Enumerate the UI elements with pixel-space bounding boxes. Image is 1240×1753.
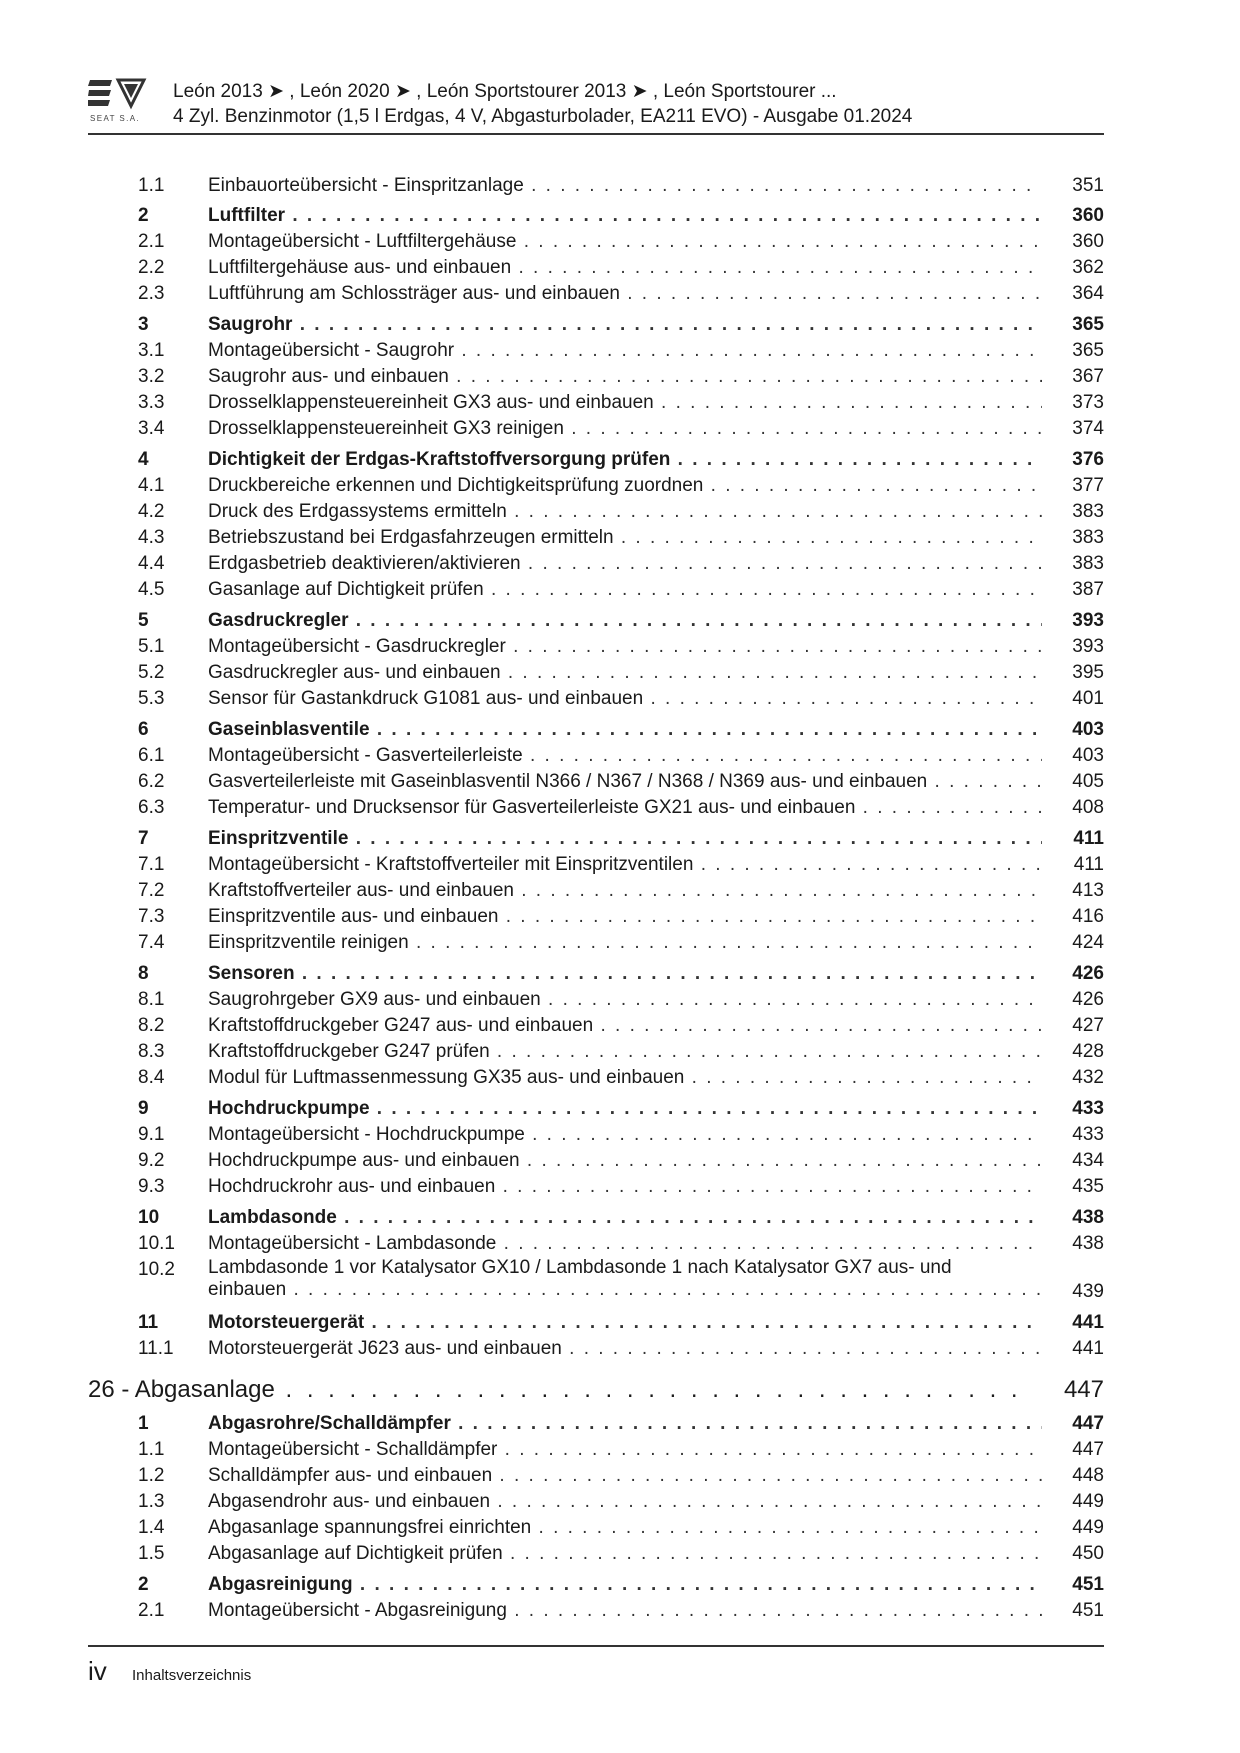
toc-entry-title: Einspritzventile reinigen . . . bbox=[208, 930, 1042, 956]
toc-entry-page: 374 bbox=[1072, 418, 1104, 439]
toc-entry-number: 10.1 bbox=[138, 1233, 175, 1254]
toc-entry-title: Motorsteuergerät . . . bbox=[208, 1310, 1042, 1336]
toc-entry-page: 428 bbox=[1072, 1041, 1104, 1062]
toc-entry[interactable] bbox=[138, 961, 1104, 987]
toc-entry-number: 3.3 bbox=[138, 392, 165, 413]
toc-entry-number: 1.3 bbox=[138, 1491, 165, 1512]
toc-entry-number: 8.4 bbox=[138, 1067, 165, 1088]
toc-entry[interactable] bbox=[138, 1205, 1104, 1231]
toc-entry-title: Gasdruckregler aus- und einbauen . . . bbox=[208, 660, 1042, 686]
toc-entry[interactable] bbox=[138, 686, 1104, 712]
toc-entry-page: 426 bbox=[1072, 989, 1104, 1010]
toc-entry-title: Montageübersicht - Luftfiltergehäuse . . . bbox=[208, 229, 1042, 255]
toc-entry-number: 6.2 bbox=[138, 771, 165, 792]
toc-entry[interactable] bbox=[138, 743, 1104, 769]
toc-entry[interactable] bbox=[138, 338, 1104, 364]
toc-entry-title: Drosselklappensteuereinheit GX3 reinigen . . . bbox=[208, 416, 1042, 442]
toc-entry-number: 4.4 bbox=[138, 553, 165, 574]
toc-entry[interactable] bbox=[138, 525, 1104, 551]
toc-entry-page: 450 bbox=[1072, 1543, 1104, 1564]
logo-text: SEAT S.A. bbox=[90, 114, 141, 123]
toc-entry-number: 4.3 bbox=[138, 527, 165, 548]
toc-entry[interactable] bbox=[138, 826, 1104, 852]
toc-entry-title: Kraftstoffverteiler aus- und einbauen . . . bbox=[208, 878, 1042, 904]
toc-entry-title-line2: einbauen . . . bbox=[208, 1279, 1042, 1301]
toc-entry[interactable] bbox=[138, 608, 1104, 634]
footer-page-number: iv bbox=[88, 1656, 107, 1686]
toc-entry-page: 411 bbox=[1073, 828, 1104, 849]
toc-entry-page: 383 bbox=[1072, 553, 1104, 574]
toc-entry-title: Modul für Luftmassenmessung GX35 aus- und einbauen . . . bbox=[208, 1065, 1042, 1091]
footer-rule bbox=[88, 1645, 1104, 1647]
toc-entry-page: 408 bbox=[1072, 797, 1104, 818]
toc-entry-page: 438 bbox=[1072, 1207, 1104, 1228]
toc-entry-number: 6.3 bbox=[138, 797, 165, 818]
toc-entry-title: Sensor für Gastankdruck G1081 aus- und einbauen . . . bbox=[208, 686, 1042, 712]
toc-entry[interactable] bbox=[138, 987, 1104, 1013]
toc-entry-title: Drosselklappensteuereinheit GX3 aus- und einbauen . . . bbox=[208, 390, 1042, 416]
toc-entry[interactable] bbox=[138, 1310, 1104, 1336]
toc-entry-number: 5.3 bbox=[138, 688, 165, 709]
toc-entry-page: 449 bbox=[1072, 1517, 1104, 1538]
toc-entry-title: Gasanlage auf Dichtigkeit prüfen . . . bbox=[208, 577, 1042, 603]
toc-entry-page: 451 bbox=[1072, 1600, 1104, 1621]
seat-logo bbox=[88, 76, 150, 124]
toc-entry-number: 2.3 bbox=[138, 283, 165, 304]
toc-entry[interactable] bbox=[138, 1122, 1104, 1148]
toc-entry[interactable] bbox=[138, 473, 1104, 499]
toc-entry[interactable] bbox=[138, 255, 1104, 281]
toc-entry-title: Montageübersicht - Kraftstoffverteiler mit Einspritzventilen . . . bbox=[208, 852, 1042, 878]
toc-entry-number: 1.5 bbox=[138, 1543, 165, 1564]
toc-entry-title: Saugrohr aus- und einbauen . . . bbox=[208, 364, 1042, 390]
toc-entry[interactable] bbox=[138, 660, 1104, 686]
seat-logo-icon bbox=[88, 76, 150, 110]
toc-entry[interactable] bbox=[138, 1231, 1104, 1257]
toc-entry-title: Erdgasbetrieb deaktivieren/aktivieren . . . bbox=[208, 551, 1042, 577]
toc-entry-number: 7.4 bbox=[138, 932, 165, 953]
toc-entry-title: Schalldämpfer aus- und einbauen . . . bbox=[208, 1463, 1042, 1489]
toc-entry-title: Montageübersicht - Saugrohr . . . bbox=[208, 338, 1042, 364]
toc-entry-title: Gasdruckregler . . . bbox=[208, 608, 1042, 634]
toc-entry-page: 376 bbox=[1072, 449, 1104, 470]
toc-entry-number: 8.2 bbox=[138, 1015, 165, 1036]
toc-entry-title: Abgasreinigung . . . bbox=[208, 1572, 1042, 1598]
toc-entry[interactable] bbox=[138, 1489, 1104, 1515]
toc-entry[interactable] bbox=[138, 717, 1104, 743]
toc-entry[interactable] bbox=[138, 499, 1104, 525]
toc-entry[interactable] bbox=[138, 173, 1104, 199]
toc-entry[interactable] bbox=[138, 1541, 1104, 1567]
toc-entry-title: Kraftstoffdruckgeber G247 aus- und einbauen . . . bbox=[208, 1013, 1042, 1039]
chapter-heading[interactable] bbox=[88, 1374, 1104, 1406]
toc-entry[interactable] bbox=[138, 1174, 1104, 1200]
toc-entry-number: 9.1 bbox=[138, 1124, 165, 1145]
toc-entry-number: 1 bbox=[138, 1413, 149, 1434]
toc-entry[interactable] bbox=[138, 1336, 1104, 1362]
toc-entry-page: 432 bbox=[1072, 1067, 1104, 1088]
toc-entry-page: 387 bbox=[1072, 579, 1104, 600]
toc-entry-page: 438 bbox=[1072, 1233, 1104, 1254]
toc-entry-title: Luftfiltergehäuse aus- und einbauen . . . bbox=[208, 255, 1042, 281]
toc-entry-title: Einspritzventile . . . bbox=[208, 826, 1042, 852]
toc-entry-title: Montageübersicht - Gasdruckregler . . . bbox=[208, 634, 1042, 660]
toc-entry[interactable] bbox=[138, 878, 1104, 904]
toc-entry-title: Kraftstoffdruckgeber G247 prüfen . . . bbox=[208, 1039, 1042, 1065]
toc-entry[interactable] bbox=[138, 769, 1104, 795]
toc-entry-number: 10 bbox=[138, 1207, 160, 1228]
toc-entry-page: 403 bbox=[1072, 719, 1104, 740]
toc-entry-title: Montageübersicht - Gasverteilerleiste . . . bbox=[208, 743, 1042, 769]
toc-entry-number: 2.1 bbox=[138, 1600, 165, 1621]
toc-entry-page: 413 bbox=[1072, 880, 1104, 901]
toc-entry-page: 364 bbox=[1072, 283, 1104, 304]
toc-entry-title: Temperatur- und Drucksensor für Gasverteilerleiste GX21 aus- und einbauen . . . bbox=[208, 795, 1042, 821]
toc-entry-title: Motorsteuergerät J623 aus- und einbauen . . . bbox=[208, 1336, 1042, 1362]
header-title-line1: León 2013 ➤ , León 2020 ➤ , León Sportstourer 2013 ➤ , León Sportstourer ... bbox=[173, 81, 837, 102]
toc-entry-number: 2 bbox=[138, 1574, 149, 1595]
toc-entry-page: 433 bbox=[1072, 1098, 1104, 1119]
toc-entry-page: 365 bbox=[1072, 314, 1104, 335]
toc-entry-number: 5.1 bbox=[138, 636, 165, 657]
toc-entry-title: Luftführung am Schlossträger aus- und einbauen . . . bbox=[208, 281, 1042, 307]
toc-entry-page: 426 bbox=[1072, 963, 1104, 984]
toc-entry-number: 11.1 bbox=[138, 1338, 174, 1359]
toc-entry-number: 7.3 bbox=[138, 906, 165, 927]
toc-entry-title: Montageübersicht - Schalldämpfer . . . bbox=[208, 1437, 1042, 1463]
toc-entry-title: Abgasanlage auf Dichtigkeit prüfen . . . bbox=[208, 1541, 1042, 1567]
toc-entry-number: 7 bbox=[138, 828, 149, 849]
toc-entry-page: 395 bbox=[1072, 662, 1104, 683]
toc-entry[interactable] bbox=[138, 312, 1104, 338]
toc-entry-number: 9 bbox=[138, 1098, 149, 1119]
toc-entry[interactable] bbox=[138, 1515, 1104, 1541]
toc-entry-number: 1.4 bbox=[138, 1517, 165, 1538]
toc-entry-number: 10.2 bbox=[138, 1259, 175, 1280]
toc-entry-number: 4.5 bbox=[138, 579, 165, 600]
toc-entry-number: 5 bbox=[138, 610, 149, 631]
toc-entry-number: 6.1 bbox=[138, 745, 165, 766]
toc-entry-number: 6 bbox=[138, 719, 149, 740]
toc-entry-title: Betriebszustand bei Erdgasfahrzeugen ermitteln . . . bbox=[208, 525, 1042, 551]
toc-entry-number: 4.2 bbox=[138, 501, 165, 522]
toc-entry[interactable] bbox=[138, 1463, 1104, 1489]
chapter-title: 26 - Abgasanlage . . . bbox=[88, 1374, 1034, 1406]
toc-entry-title: Saugrohr . . . bbox=[208, 312, 1042, 338]
toc-entry-page: 427 bbox=[1072, 1015, 1104, 1036]
toc-entry-page: 451 bbox=[1072, 1574, 1104, 1595]
toc-entry-page: 362 bbox=[1072, 257, 1104, 278]
toc-entry-title: Druck des Erdgassystems ermitteln . . . bbox=[208, 499, 1042, 525]
toc-entry-page: 434 bbox=[1072, 1150, 1104, 1171]
toc-entry[interactable] bbox=[138, 416, 1104, 442]
toc-entry-title: Luftfilter . . . bbox=[208, 203, 1042, 229]
toc-entry-title-line1: Lambdasonde 1 vor Katalysator GX10 / Lambdasonde 1 nach Katalysator GX7 aus- und bbox=[208, 1257, 952, 1278]
toc-entry-number: 11 bbox=[138, 1312, 159, 1333]
toc-entry-page: 416 bbox=[1072, 906, 1104, 927]
toc-entry-number: 4.1 bbox=[138, 475, 165, 496]
toc-entry-title: Druckbereiche erkennen und Dichtigkeitsprüfung zuordnen . . . bbox=[208, 473, 1042, 499]
header-title-line2: 4 Zyl. Benzinmotor (1,5 l Erdgas, 4 V, Abgasturbolader, EA211 EVO) - Ausgabe 01.2024 bbox=[173, 106, 913, 127]
toc-entry-title: Dichtigkeit der Erdgas-Kraftstoffversorgung prüfen . . . bbox=[208, 447, 1042, 473]
toc-entry-number: 3.4 bbox=[138, 418, 165, 439]
toc-entry[interactable] bbox=[138, 229, 1104, 255]
toc-entry-number: 5.2 bbox=[138, 662, 165, 683]
toc-entry-number: 3 bbox=[138, 314, 149, 335]
toc-entry-page: 367 bbox=[1072, 366, 1104, 387]
toc-entry-number: 3.2 bbox=[138, 366, 165, 387]
toc-entry-title: Montageübersicht - Lambdasonde . . . bbox=[208, 1231, 1042, 1257]
toc-entry-page: 373 bbox=[1072, 392, 1104, 413]
page-header bbox=[88, 72, 1104, 134]
chapter-page: 447 bbox=[1063, 1376, 1104, 1403]
toc-entry[interactable] bbox=[138, 577, 1104, 603]
toc-entry-page: 405 bbox=[1072, 771, 1104, 792]
toc-entry[interactable] bbox=[138, 1148, 1104, 1174]
toc-entry-title: Einbauorteübersicht - Einspritzanlage . . . bbox=[208, 173, 1042, 199]
toc-entry[interactable] bbox=[138, 551, 1104, 577]
toc-entry-title: Saugrohrgeber GX9 aus- und einbauen . . . bbox=[208, 987, 1042, 1013]
toc-entry[interactable] bbox=[138, 1598, 1104, 1624]
toc-entry-number: 8.3 bbox=[138, 1041, 165, 1062]
toc-entry-page: 401 bbox=[1072, 688, 1104, 709]
toc-entry[interactable] bbox=[138, 1411, 1104, 1437]
toc-entry[interactable] bbox=[138, 904, 1104, 930]
toc-entry-number: 1.1 bbox=[138, 175, 165, 196]
toc-entry[interactable] bbox=[138, 795, 1104, 821]
toc-entry-page: 351 bbox=[1072, 175, 1104, 196]
toc-entry-page: 447 bbox=[1072, 1439, 1104, 1460]
toc-entry-number: 2 bbox=[138, 205, 149, 226]
toc-entry[interactable] bbox=[138, 1257, 1104, 1305]
toc-entry-page: 383 bbox=[1072, 527, 1104, 548]
toc-entry-number: 1.2 bbox=[138, 1465, 165, 1486]
toc-entry[interactable] bbox=[138, 1096, 1104, 1122]
toc-entry-number: 7.2 bbox=[138, 880, 165, 901]
toc-entry[interactable] bbox=[138, 447, 1104, 473]
toc-entry-title: Abgasanlage spannungsfrei einrichten . . . bbox=[208, 1515, 1042, 1541]
toc-entry-page: 411 bbox=[1073, 854, 1104, 875]
toc-entry-title: Abgasrohre/Schalldämpfer . . . bbox=[208, 1411, 1042, 1437]
toc-entry-page: 383 bbox=[1072, 501, 1104, 522]
toc-entry-number: 7.1 bbox=[138, 854, 165, 875]
toc-entry-page: 393 bbox=[1072, 636, 1104, 657]
toc-entry-page: 439 bbox=[1072, 1281, 1104, 1302]
toc-entry-number: 9.2 bbox=[138, 1150, 165, 1171]
toc-entry-page: 424 bbox=[1072, 932, 1104, 953]
toc-entry-page: 360 bbox=[1072, 231, 1104, 252]
toc-entry-page: 433 bbox=[1072, 1124, 1104, 1145]
toc-entry-page: 449 bbox=[1072, 1491, 1104, 1512]
toc-entry-page: 447 bbox=[1072, 1413, 1104, 1434]
toc-entry-number: 2.2 bbox=[138, 257, 165, 278]
toc-entry[interactable] bbox=[138, 364, 1104, 390]
toc-entry-number: 8.1 bbox=[138, 989, 165, 1010]
toc-entry-number: 1.1 bbox=[138, 1439, 165, 1460]
toc-entry-page: 365 bbox=[1072, 340, 1104, 361]
toc-entry-page: 403 bbox=[1072, 745, 1104, 766]
toc-entry-title: Montageübersicht - Hochdruckpumpe . . . bbox=[208, 1122, 1042, 1148]
toc-entry-title: Einspritzventile aus- und einbauen . . . bbox=[208, 904, 1042, 930]
toc-entry-title: Lambdasonde . . . bbox=[208, 1205, 1042, 1231]
toc-entry-page: 360 bbox=[1072, 205, 1104, 226]
toc-entry-number: 3.1 bbox=[138, 340, 165, 361]
toc-entry[interactable] bbox=[138, 1065, 1104, 1091]
toc-entry-number: 9.3 bbox=[138, 1176, 165, 1197]
toc-entry[interactable] bbox=[138, 930, 1104, 956]
toc-entry[interactable] bbox=[138, 1013, 1104, 1039]
toc-entry[interactable] bbox=[138, 852, 1104, 878]
toc-entry-page: 441 bbox=[1072, 1338, 1104, 1359]
toc-entry-number: 4 bbox=[138, 449, 149, 470]
toc-entry-page: 435 bbox=[1072, 1176, 1104, 1197]
toc-entry[interactable] bbox=[138, 1437, 1104, 1463]
toc-entry-title: Montageübersicht - Abgasreinigung . . . bbox=[208, 1598, 1042, 1624]
toc-entry[interactable] bbox=[138, 1572, 1104, 1598]
toc-entry-title: Abgasendrohr aus- und einbauen . . . bbox=[208, 1489, 1042, 1515]
toc-entry-page: 393 bbox=[1072, 610, 1104, 631]
toc-entry-title: Sensoren . . . bbox=[208, 961, 1042, 987]
toc-entry-page: 448 bbox=[1072, 1465, 1104, 1486]
toc-entry-page: 441 bbox=[1072, 1312, 1104, 1333]
toc-entry[interactable] bbox=[138, 281, 1104, 307]
toc-entry-number: 2.1 bbox=[138, 231, 165, 252]
toc-entry[interactable] bbox=[138, 203, 1104, 229]
toc-entry-title: Hochdruckrohr aus- und einbauen . . . bbox=[208, 1174, 1042, 1200]
header-rule bbox=[88, 133, 1104, 135]
toc-entry[interactable] bbox=[138, 1039, 1104, 1065]
toc-entry[interactable] bbox=[138, 390, 1104, 416]
toc-entry-number: 8 bbox=[138, 963, 149, 984]
toc-entry-title: Gaseinblasventile . . . bbox=[208, 717, 1042, 743]
toc-entry-title: Gasverteilerleiste mit Gaseinblasventil N366 / N367 / N368 / N369 aus- und einbauen . . . bbox=[208, 769, 1042, 795]
toc-entry-title: Hochdruckpumpe . . . bbox=[208, 1096, 1042, 1122]
footer-section-label: Inhaltsverzeichnis bbox=[132, 1667, 252, 1684]
toc-entry-title bbox=[208, 1257, 1042, 1303]
toc-entry-page: 377 bbox=[1072, 475, 1104, 496]
toc-entry-title: Hochdruckpumpe aus- und einbauen . . . bbox=[208, 1148, 1042, 1174]
toc-entry[interactable] bbox=[138, 634, 1104, 660]
